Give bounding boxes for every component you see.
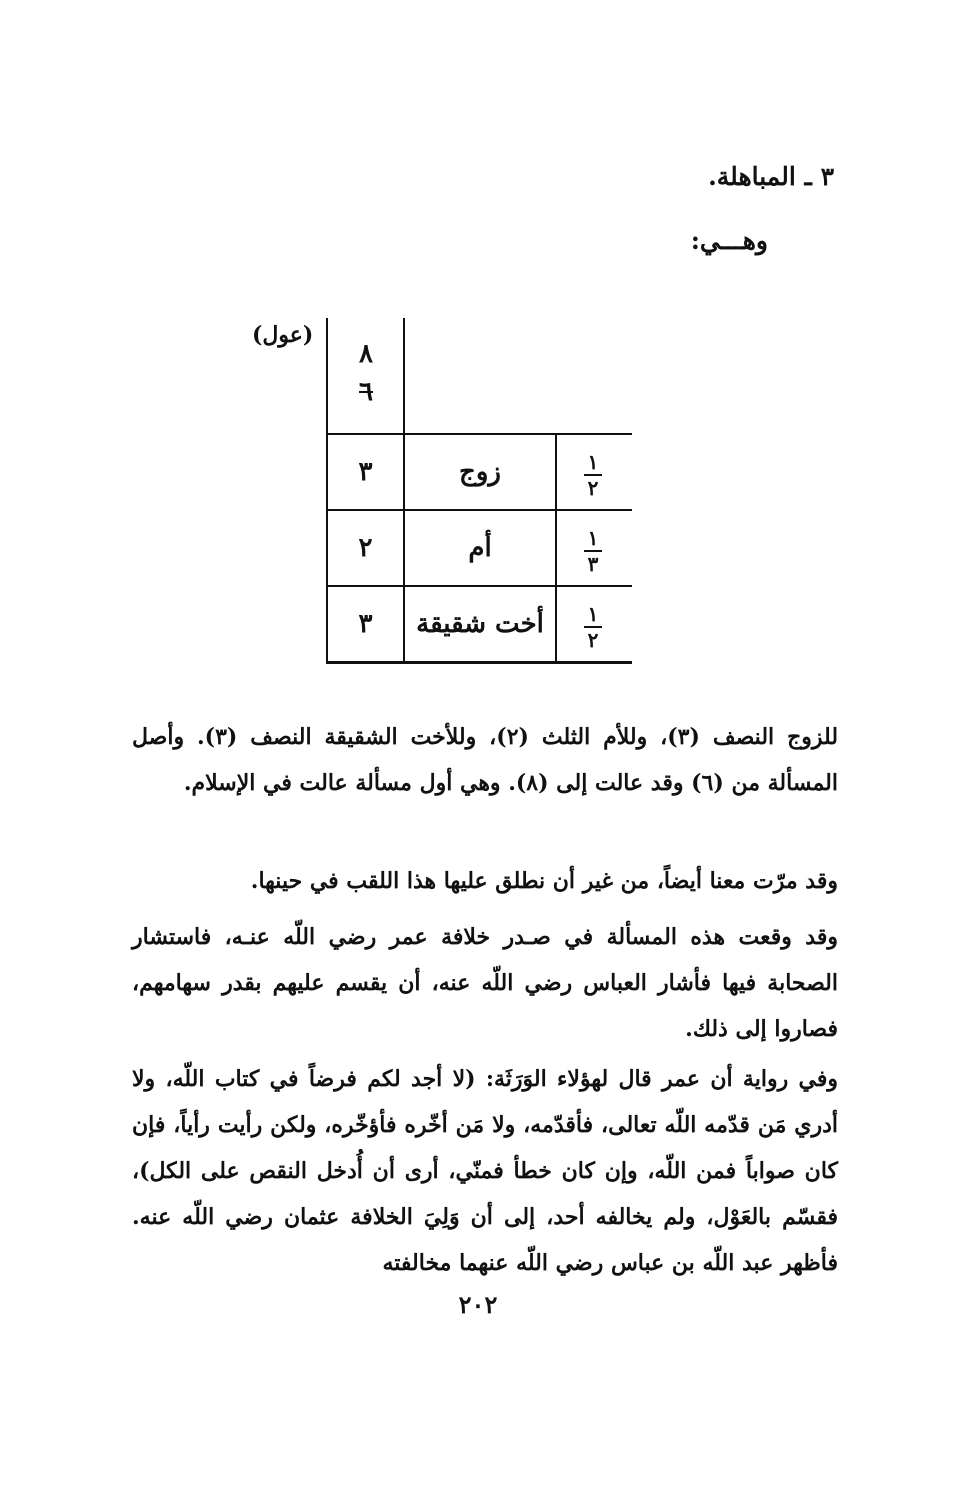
fraction-denominator: ٢ xyxy=(587,476,599,500)
body-paragraph: للزوج النصف (٣)، وللأم الثلث (٢)، وللأخت الشقيقة النصف (٣). وأصل المسألة من (٦) وقد عالت إلى (٨). وهي أول مسألة عالت في الإسلام. xyxy=(132,724,839,796)
fraction-numerator: ١ xyxy=(587,602,599,626)
fraction-numerator: ١ xyxy=(587,450,599,474)
table-bottom-border xyxy=(326,661,632,664)
fraction-numerator: ١ xyxy=(587,526,599,550)
value-cell: ٣ xyxy=(358,457,373,487)
table-divider-heir xyxy=(555,433,557,664)
heir-cell: أخت شقيقة xyxy=(416,609,544,639)
share-fraction xyxy=(578,604,608,650)
heir-cell: أم xyxy=(468,533,492,563)
body-paragraph: وقد وقعت هذه المسألة في صـدر خلافة عمر رضي اللّه عنـه، فاستشار الصحابة فيها فأشار العباس رضي اللّه عنه، أن يقسم عليهم بقدر سهامهم، فصاروا إلى ذلك. xyxy=(132,924,838,1042)
share-fraction xyxy=(578,452,608,498)
heir-cell: زوج xyxy=(459,457,501,487)
page-number: ٢٠٢ xyxy=(458,1290,498,1319)
body-paragraph: وفي رواية أن عمر قال لهؤلاء الوَرَثَة: (لا أجد لكم فرضاً في كتاب اللّه، ولا أدري مَن قدّمه اللّه تعالى، فأقدّمه، ولا مَن أخّره فأؤخّره، ولكن رأيت رأياً، فإن كان صواباً فمن اللّه، وإن كان خطأ فمنّي، أرى أن أُدخل النقص على الكل)، فقسّم بالعَوْل، ولم يخالفه أحد، إلى أن وَلِيَ الخلافة عثمان رضي اللّه عنه. فأظهر عبد اللّه بن عباس رضي اللّه عنهما مخالفته xyxy=(132,1066,838,1276)
original-base-value: ٦ xyxy=(359,377,373,407)
section-heading: ٣ ـ المباهلة. xyxy=(708,162,834,191)
body-paragraph: وقد مرّت معنا أيضاً، من غير أن نطلق عليها هذا اللقب في حينها. xyxy=(250,868,838,894)
fraction-denominator: ٢ xyxy=(587,628,599,652)
value-cell: ٢ xyxy=(358,533,373,563)
value-cell: ٣ xyxy=(358,609,373,639)
awl-label: (عول) xyxy=(252,322,314,348)
share-fraction xyxy=(578,528,608,574)
fraction-denominator: ٣ xyxy=(587,552,599,576)
awl-total-value: ٨ xyxy=(359,339,373,369)
section-subheading: وهـــي: xyxy=(690,226,768,255)
